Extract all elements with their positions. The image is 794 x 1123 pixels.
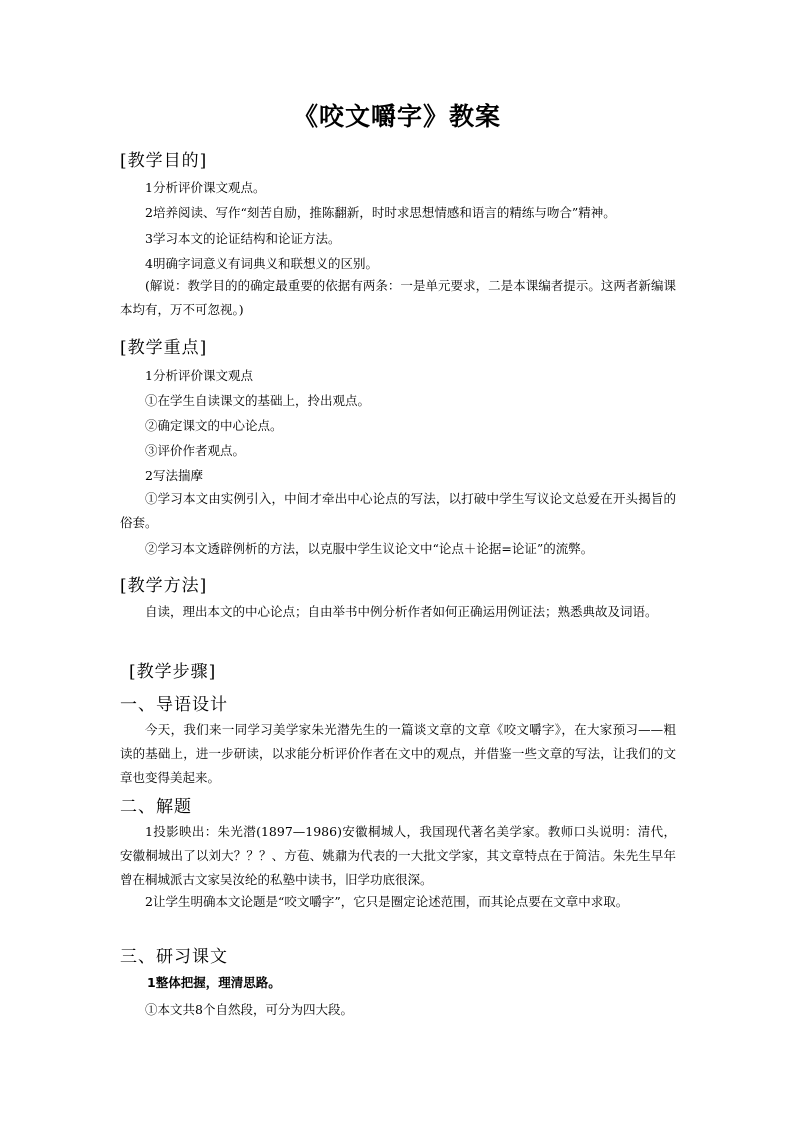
step-1-text: 今天，我们来一同学习美学家朱光潜先生的一篇谈文章的文章《咬文嚼字》，在大家预习——粗读的基础上，进一步研读，以求能分析评价作者在文中的观点，并借鉴一些文章的写法，让我们的文章也变得美起来。 <box>120 722 676 785</box>
step-2-paragraph-2: 2让学生明确本文论题是“咬文嚼字”，它只是圈定论述范围，而其论点要在文章中求取。 <box>145 894 629 909</box>
key-point-paragraph-2: ②学习本文透辟例析的方法，以克服中学生议论文中“论点＋论据=论证”的流弊。 <box>145 541 594 556</box>
objective-item-3: 3学习本文的论证结构和论证方法。 <box>145 231 341 246</box>
method-heading: [教学方法] <box>120 576 208 596</box>
key-point-line-3: ②确定课文的中心论点。 <box>145 418 283 433</box>
step-2-heading: 二、解题 <box>120 797 192 817</box>
step-2-paragraph-1: 1投影映出：朱光潜(1897—1986)安徽桐城人，我国现代著名美学家。教师口头说明：清代，安徽桐城出了以刘大？？？、方苞、姚鼐为代表的一大批文学家，其文章特点在于简洁。朱先生早年曾在桐城派古文家吴汝纶的私塾中读书，旧学功底很深。 <box>120 824 676 887</box>
steps-heading: [教学步骤] <box>129 662 217 682</box>
key-point-line-5: 2写法揣摩 <box>145 468 203 483</box>
key-point-paragraph-1: ①学习本文由实例引入，中间才牵出中心论点的写法，以打破中学生写议论文总爱在开头揭旨的俗套。 <box>120 491 676 530</box>
key-points-heading: [教学重点] <box>120 338 208 358</box>
objective-item-4: 4明确字词意义有词典义和联想义的区别。 <box>145 256 378 271</box>
document-title: 《咬文嚼字》教案 <box>292 102 501 131</box>
objectives-heading: [教学目的] <box>120 151 208 171</box>
step-3-line: ①本文共8个自然段，可分为四大段。 <box>145 1002 353 1017</box>
objectives-note: (解说：教学目的的确定最重要的依据有两条：一是单元要求，二是本课编者提示。这两者新编课本均有，万不可忽视。) <box>120 278 676 317</box>
step-1-heading: 一、导语设计 <box>120 695 228 715</box>
objective-item-2: 2培养阅读、写作“刻苦自励，推陈翻新，时时求思想情感和语言的精练与吻合”精神。 <box>145 205 616 220</box>
step-3-subheading: 1整体把握，理清思路。 <box>147 975 281 990</box>
step-3-heading: 三、研习课文 <box>120 947 228 967</box>
method-text: 自读，理出本文的中心论点；自由举书中例分析作者如何正确运用例证法；熟悉典故及词语。 <box>145 604 658 619</box>
key-point-line-2: ①在学生自读课文的基础上，拎出观点。 <box>145 393 371 408</box>
key-point-line-4: ③评价作者观点。 <box>145 443 246 458</box>
objective-item-1: 1分析评价课文观点。 <box>145 180 266 195</box>
key-point-line-1: 1分析评价课文观点 <box>145 368 253 383</box>
